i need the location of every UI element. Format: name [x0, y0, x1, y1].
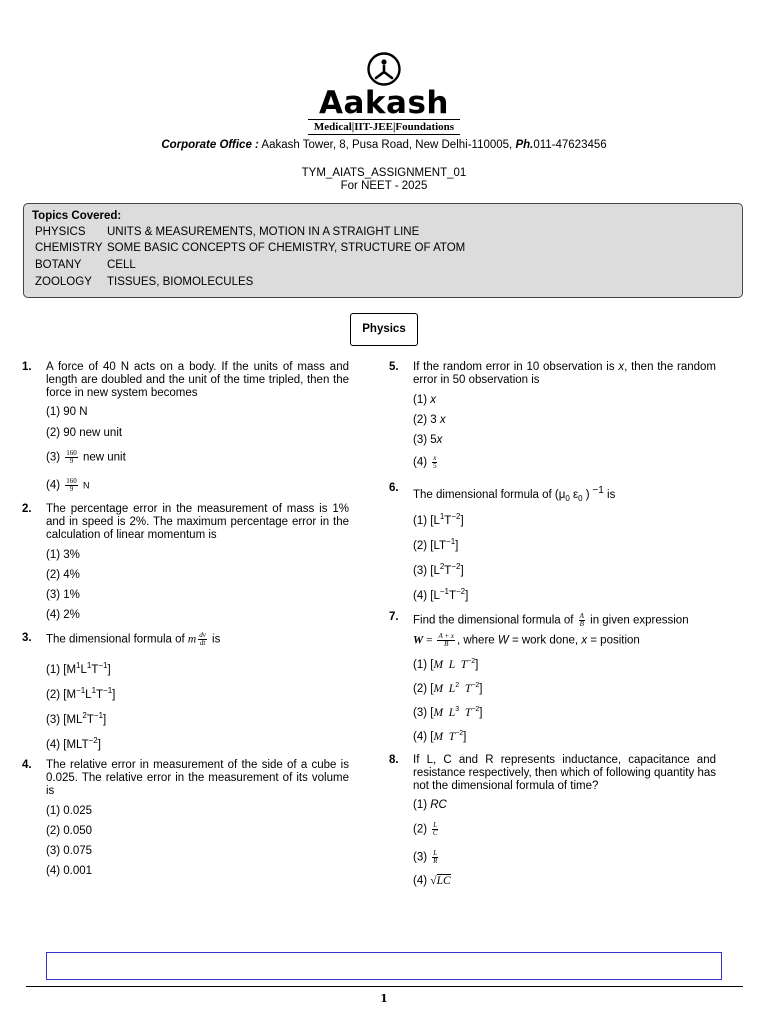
topics-title: Topics Covered: — [32, 210, 122, 222]
text-part: If the random error in 10 observation is — [413, 361, 619, 373]
math-var: x — [430, 394, 436, 406]
exponent: −2 — [451, 562, 461, 571]
denominator: 9 — [69, 485, 74, 493]
math-op: = — [423, 634, 436, 647]
option-1: (1) 0.025 — [46, 805, 93, 817]
option-1 — [413, 658, 478, 671]
math-expr: M L — [433, 682, 456, 695]
opt-part: (1) — [413, 394, 431, 406]
exponent: −2 — [455, 730, 464, 737]
opt-part: ] — [479, 682, 483, 695]
fraction — [65, 478, 78, 493]
math-var: W — [497, 634, 509, 647]
page-number: 1 — [380, 992, 388, 1005]
math-var: x — [581, 634, 588, 647]
text-part: Find the dimensional formula of — [413, 614, 574, 627]
topic-row-chemistry — [35, 242, 465, 254]
text-part: ) — [582, 488, 590, 501]
exponent: 1 — [91, 686, 97, 695]
opt-part: ] — [465, 589, 469, 602]
text-part: = position — [587, 634, 640, 647]
numerator: L — [433, 849, 438, 857]
question-text — [413, 613, 689, 628]
topic-subject: BOTANY — [35, 259, 82, 271]
assignment-info — [0, 167, 768, 193]
exponent: −2 — [451, 512, 461, 521]
text-part: is — [603, 488, 616, 501]
corporate-address: Aakash Tower, 8, Pusa Road, New Delhi-110005, — [258, 139, 516, 151]
opt-part: (2) — [413, 823, 428, 836]
phone-label: Ph. — [515, 139, 534, 151]
option-label: (3) — [46, 451, 61, 464]
opt-part: (1) [ — [413, 658, 434, 671]
question-text — [413, 361, 716, 387]
opt-part: T — [96, 688, 104, 701]
opt-part: ] — [103, 713, 107, 726]
numerator: 160 — [66, 449, 77, 457]
option-3 — [413, 434, 442, 446]
option-4 — [46, 478, 89, 493]
math-expr: T — [459, 706, 472, 719]
fraction — [432, 822, 438, 837]
opt-part: (1) [L — [413, 514, 440, 527]
option-1 — [413, 512, 464, 527]
opt-part: T — [444, 514, 452, 527]
option-1 — [413, 394, 436, 406]
sqrt-symbol: √ — [430, 875, 437, 887]
target-exam: For NEET - 2025 — [340, 180, 428, 192]
math-expr: M L T — [433, 658, 468, 671]
exponent: 1 — [76, 661, 81, 670]
subscript: 0 — [565, 494, 570, 504]
option-2: (2) 0.050 — [46, 825, 93, 837]
opt-part: (3) [L — [413, 564, 440, 577]
opt-part: (4) [L — [413, 589, 440, 602]
denominator: B — [444, 640, 449, 648]
math-expr: T — [459, 682, 472, 695]
option-2 — [46, 686, 115, 701]
topic-row-physics — [35, 226, 419, 238]
numerator: x — [433, 454, 437, 462]
option-suffix: N — [82, 480, 90, 491]
opt-part: (3) — [413, 851, 428, 864]
topic-list: TISSUES, BIOMOLECULES — [107, 276, 254, 288]
fraction — [579, 613, 585, 628]
opt-part: ] — [97, 738, 101, 751]
topic-list: SOME BASIC CONCEPTS OF CHEMISTRY, STRUCTURE OF ATOM — [107, 242, 466, 254]
opt-part: ] — [112, 688, 116, 701]
option-4 — [413, 875, 451, 887]
question-text — [46, 632, 220, 647]
opt-part: (2) [LT — [413, 539, 447, 552]
question-number: 6. — [389, 482, 399, 494]
topic-list: CELL — [107, 259, 136, 271]
numerator: dv — [199, 631, 206, 639]
math-var: x — [618, 361, 625, 373]
question-text: A force of 40 N acts on a body. If the units of mass and length are doubled and the unit of the time tripled, then the force in new system becomes — [46, 361, 349, 399]
opt-part: T — [448, 589, 456, 602]
option-4 — [413, 730, 466, 743]
topic-row-botany — [35, 259, 136, 271]
exponent: −1 — [446, 537, 456, 546]
exponent: −1 — [439, 587, 449, 596]
text-part: , then the random error in 50 observation is — [413, 361, 716, 386]
opt-part: T — [444, 564, 452, 577]
opt-part: (4) [MLT — [46, 738, 89, 751]
exponent: −1 — [103, 686, 113, 695]
question-number: 4. — [22, 759, 32, 771]
opt-part: (4) [ — [413, 730, 434, 743]
exponent: 3 — [455, 706, 460, 713]
opt-part: ] — [479, 706, 483, 719]
exponent: −2 — [471, 706, 480, 713]
opt-part: ] — [460, 514, 464, 527]
text-part: = work done, — [508, 634, 582, 647]
option-3 — [413, 850, 440, 865]
text-part: The dimensional formula of (μ — [413, 488, 566, 501]
option-4 — [413, 587, 468, 602]
exponent: −2 — [467, 658, 476, 665]
fraction — [432, 455, 437, 470]
question-number: 1. — [22, 361, 32, 373]
opt-part: (4) — [413, 875, 431, 887]
option-label: (4) — [46, 479, 61, 492]
denominator: 9 — [69, 457, 74, 465]
numerator: A + x — [438, 632, 454, 640]
opt-part: (3) 5 — [413, 434, 437, 446]
topic-row-zoology — [35, 276, 253, 288]
topic-list: UNITS & MEASUREMENTS, MOTION IN A STRAIGHT LINE — [107, 226, 420, 238]
denominator: dt — [199, 639, 206, 647]
exponent: −2 — [456, 587, 466, 596]
option-3 — [46, 450, 126, 465]
opt-part: (1) [M — [46, 663, 77, 676]
denominator: 5 — [433, 462, 437, 470]
opt-part: L — [80, 663, 87, 676]
corporate-label: Corporate Office : — [161, 139, 259, 151]
text-part: The dimensional formula of — [46, 633, 185, 646]
exponent: −1 — [93, 711, 104, 720]
math-var: x — [439, 414, 446, 426]
math-var: m — [187, 633, 197, 646]
question-expression — [413, 633, 640, 648]
option-1: (1) 90 N — [46, 406, 88, 418]
exponent: −1 — [98, 661, 108, 670]
exponent: −2 — [88, 736, 98, 745]
option-4 — [46, 736, 101, 751]
math-var: LC — [436, 875, 451, 887]
opt-part: (2) [M — [46, 688, 77, 701]
brand-name: Aakash — [319, 85, 449, 121]
corporate-office-line — [0, 139, 768, 151]
exponent: 1 — [86, 661, 92, 670]
opt-part: (1) — [413, 799, 431, 811]
option-4: (4) 2% — [46, 609, 80, 621]
math-var: W — [413, 634, 424, 647]
option-2: (2) 4% — [46, 569, 80, 581]
question-text: If L, C and R represents inductance, capacitance and resistance respectively, then which of following quantity has not the dimensional formula of time? — [413, 754, 716, 792]
math-expr: M L — [433, 706, 456, 719]
footer-banner-box — [46, 952, 722, 980]
question-number: 7. — [389, 611, 399, 623]
section-title-physics: Physics — [350, 313, 418, 346]
option-3 — [46, 711, 106, 726]
exponent: 1 — [439, 512, 445, 521]
option-2 — [413, 537, 458, 552]
topic-subject: CHEMISTRY — [35, 242, 103, 254]
option-2: (2) 90 new unit — [46, 427, 123, 439]
math-var: RC — [430, 799, 447, 811]
denominator: C — [432, 829, 438, 837]
exponent: 2 — [455, 682, 460, 689]
exponent: −1 — [589, 485, 604, 496]
text-part: is — [212, 633, 221, 646]
option-1 — [46, 661, 111, 676]
subscript: 0 — [578, 494, 583, 504]
math-expr: M T — [433, 730, 456, 743]
math-var: x — [436, 434, 443, 446]
option-4: (4) 0.001 — [46, 865, 93, 877]
question-number: 8. — [389, 754, 399, 766]
exponent: 2 — [439, 562, 445, 571]
opt-part: (3) [ML — [46, 713, 83, 726]
opt-part: ] — [455, 539, 459, 552]
fraction — [437, 633, 454, 648]
text-part: , where — [456, 634, 498, 647]
topics-covered-box — [23, 203, 743, 298]
denominator: B — [579, 620, 584, 628]
topic-subject: PHYSICS — [35, 226, 86, 238]
option-suffix: new unit — [82, 451, 126, 464]
option-3 — [413, 562, 464, 577]
phone-number: 011-47623456 — [533, 139, 607, 151]
text-part: in given expression — [590, 614, 689, 627]
text-part: ε — [569, 488, 579, 501]
opt-part: ] — [463, 730, 467, 743]
option-1 — [413, 799, 447, 811]
fraction — [65, 450, 78, 465]
numerator: A — [579, 612, 584, 620]
opt-part: (3) [ — [413, 706, 434, 719]
opt-part: (4) — [413, 456, 428, 469]
numerator: 160 — [66, 477, 77, 485]
opt-part: (2) 3 — [413, 414, 440, 426]
denominator: R — [433, 857, 438, 865]
question-text: The relative error in measurement of the side of a cube is 0.025. The relative error in the measurement of its volume is — [46, 759, 349, 797]
option-1: (1) 3% — [46, 549, 80, 561]
numerator: L — [433, 821, 438, 829]
aakash-logo-icon — [366, 52, 402, 86]
header — [0, 52, 768, 135]
option-4 — [413, 455, 439, 470]
exponent: 2 — [82, 711, 87, 720]
option-2 — [413, 682, 482, 695]
footer-divider — [26, 986, 743, 987]
question-number: 2. — [22, 503, 32, 515]
option-2 — [413, 414, 446, 426]
exponent: −2 — [471, 682, 480, 689]
question-text: The percentage error in the measurement of mass is 1% and in speed is 2%. The maximum percentage error in the calculation of linear momentum is — [46, 503, 349, 541]
opt-part: (2) [ — [413, 682, 434, 695]
opt-part: T — [91, 663, 99, 676]
option-3: (3) 0.075 — [46, 845, 93, 857]
opt-part: ] — [460, 564, 464, 577]
question-text — [413, 484, 615, 505]
topic-subject: ZOOLOGY — [35, 276, 92, 288]
fraction — [198, 632, 207, 647]
exponent: −1 — [76, 686, 86, 695]
option-3: (3) 1% — [46, 589, 80, 601]
question-number: 5. — [389, 361, 399, 373]
opt-part: ] — [107, 663, 111, 676]
opt-part: L — [85, 688, 92, 701]
brand-tagline: Medical|IIT-JEE|Foundations — [308, 119, 460, 135]
assignment-code: TYM_AIATS_ASSIGNMENT_01 — [301, 167, 467, 179]
opt-part: T — [86, 713, 94, 726]
option-2 — [413, 822, 440, 837]
option-3 — [413, 706, 482, 719]
opt-part: ] — [475, 658, 479, 671]
question-number: 3. — [22, 632, 32, 644]
fraction — [432, 850, 438, 865]
